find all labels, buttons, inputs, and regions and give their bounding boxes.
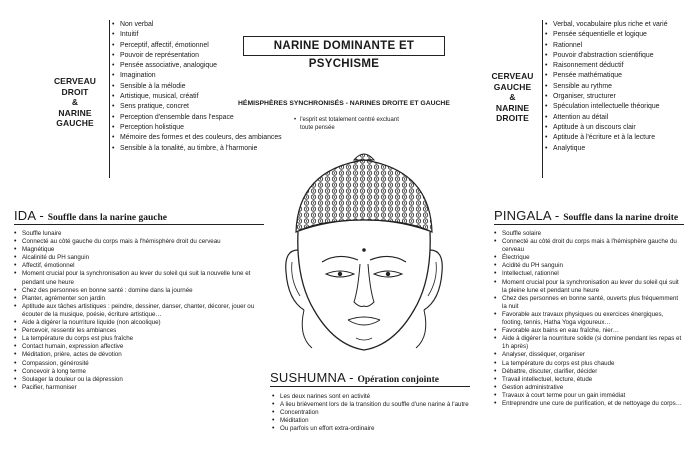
list-item: • Verbal, vocabulaire plus riche et varié	[545, 20, 668, 30]
ida-desc: Souffle dans la narine gauche	[47, 213, 168, 223]
list-item: • Compassion, générosité	[14, 360, 264, 368]
list-item: • Pensée associative, analogique	[112, 61, 282, 71]
left-brain-divider	[109, 20, 110, 178]
list-item: • Planter, agrémenter son jardin	[14, 295, 264, 303]
head-illustration	[268, 140, 460, 370]
list-item: • Acidité du PH sanguin	[494, 262, 684, 270]
list-item: • Aide à digérer la nourriture liquide (non alcoolique)	[14, 319, 264, 327]
sushumna-list	[272, 393, 472, 433]
list-item: • Imagination	[112, 71, 282, 81]
list-item: • Perception holistique	[112, 123, 282, 133]
page-title: NARINE DOMINANTE ET PSYCHISME	[243, 36, 445, 56]
right-label-line-5: DROITE	[496, 113, 529, 123]
list-item: • Connecté au côté droit du corps mais à l'hémisphère gauche du cerveau	[494, 238, 684, 254]
list-item: • Favorable aux travaux physiques ou exercices énergiques, footing, tennis, Hatha Yoga vigoureux…	[494, 311, 684, 327]
left-label-line-3: &	[71, 97, 79, 107]
list-item: • Contact humain, expression affective	[14, 343, 264, 351]
list-item: • Pensée séquentielle et logique	[545, 30, 668, 40]
pingala-desc: Souffle dans la narine droite	[563, 213, 679, 223]
right-label-line-1: CERVEAU	[491, 71, 534, 81]
list-item: • Électrique	[494, 254, 684, 262]
left-label-line-5: GAUCHE	[56, 118, 94, 128]
list-item: • Intuitif	[112, 30, 282, 40]
list-item: • Chez des personnes en bonne santé : domine dans la journée	[14, 287, 264, 295]
list-item: • A lieu brièvement lors de la transition du souffle d'une narine à l'autre	[272, 401, 472, 409]
list-item: • Gestion administrative	[494, 384, 684, 392]
list-item: • Connecté au côté gauche du corps mais à l'hémisphère droit du cerveau	[14, 238, 264, 246]
list-item: • Intellectuel, rationnel	[494, 270, 684, 278]
list-item: • Aptitude à l'écriture et à la lecture	[545, 133, 668, 143]
list-item: • Les deux narines sont en activité	[272, 393, 472, 401]
list-item: • Soulager la douleur ou la dépression	[14, 376, 264, 384]
list-item: • Analytique	[545, 144, 668, 154]
list-item: • Percevoir, ressentir les ambiances	[14, 327, 264, 335]
list-item: • Aide à digérer la nourriture solide (si domine pendant les repas et 1h après)	[494, 335, 684, 351]
list-item: • Méditation, prière, actes de dévotion	[14, 351, 264, 359]
left-brain-label	[40, 76, 110, 129]
ida-underline	[14, 224, 264, 225]
ida-list	[14, 230, 264, 392]
right-brain-divider	[542, 20, 543, 178]
pingala-name: PINGALA	[494, 208, 552, 223]
list-item: • Chez des personnes en bonne santé, ouverts plus fréquemment la nuit	[494, 295, 684, 311]
synchronized-subtitle: HÉMISPHÈRES SYNCHRONISÉS - NARINES DROITE ET GAUCHE	[238, 100, 450, 107]
sushumna-desc: Opération conjointe	[357, 375, 439, 385]
list-item: • Entreprendre une cure de purification, et de nettoyage du corps…	[494, 400, 684, 408]
list-item: • Attention au détail	[545, 113, 668, 123]
list-item: • Sensible à la mélodie	[112, 82, 282, 92]
pingala-list	[494, 230, 684, 408]
synchronized-note	[294, 116, 410, 132]
left-label-line-2: DROIT	[61, 86, 89, 97]
synchronized-note-text: l'esprit est totalement centré excluant toute pensée	[300, 117, 399, 131]
list-item: • Moment crucial pour la synchronisation au lever du soleil qui suit la pleine lune et pendant une heure	[494, 279, 684, 295]
list-item: • Débattre, discuter, clarifier, décider	[494, 368, 684, 376]
list-item: • Sensible à la tonalité, au timbre, à l'harmonie	[112, 144, 282, 154]
left-label-line-4: NARINE	[58, 107, 92, 118]
list-item: • Artistique, musical, créatif	[112, 92, 282, 102]
right-brain-list	[545, 20, 668, 154]
list-item: • Pacifier, harmoniser	[14, 384, 264, 392]
list-item: • Pensée mathématique	[545, 71, 668, 81]
sushumna-sep: -	[345, 370, 358, 385]
pingala-sep: -	[551, 208, 564, 223]
list-item: • Ou parfois un effort extra-ordinaire	[272, 425, 472, 433]
list-item: • Aptitude aux tâches artistiques : peindre, dessiner, danser, chanter, décorer, jouer ou écouter de la musique, poésie, écriture artistique…	[14, 303, 264, 319]
list-item: • Perceptif, affectif, émotionnel	[112, 41, 282, 51]
list-item: • Moment crucial pour la synchronisation au lever du soleil qui suit la nouvelle lune et pendant une heure	[14, 270, 264, 286]
note-bullet: •	[294, 117, 297, 123]
list-item: • Affectif, émotionnel	[14, 262, 264, 270]
list-item: • Souffle lunaire	[14, 230, 264, 238]
sushumna-name: SUSHUMNA	[270, 370, 346, 385]
list-item: • Sensible au rythme	[545, 82, 668, 92]
left-label-line-1: CERVEAU	[53, 76, 97, 86]
list-item: • Méditation	[272, 417, 472, 425]
list-item: • Raisonnement déductif	[545, 61, 668, 71]
ida-name: IDA	[14, 208, 36, 223]
right-label-line-2: GAUCHE	[493, 81, 532, 92]
list-item: • Favorable aux bains en eau fraîche, nier…	[494, 327, 684, 335]
list-item: • Mémoire des formes et des couleurs, des ambiances	[112, 133, 282, 143]
list-item: • Spéculation intellectuelle théorique	[545, 102, 668, 112]
list-item: • Organiser, structurer	[545, 92, 668, 102]
list-item: • Non verbal	[112, 20, 282, 30]
list-item: • Concevoir à long terme	[14, 368, 264, 376]
list-item: • Sens pratique, concret	[112, 102, 282, 112]
list-item: • Pouvoir de représentation	[112, 51, 282, 61]
list-item: • Souffle solaire	[494, 230, 684, 238]
list-item: • Magnétique	[14, 246, 264, 254]
list-item: • Analyser, disséquer, organiser	[494, 351, 684, 359]
list-item: • Travail intellectuel, lecture, étude	[494, 376, 684, 384]
right-label-line-4: NARINE	[495, 102, 530, 113]
list-item: • Concentration	[272, 409, 472, 417]
list-item: • Rationnel	[545, 41, 668, 51]
list-item: • Perception d'ensemble dans l'espace	[112, 113, 282, 123]
sushumna-underline	[270, 386, 470, 387]
list-item: • La température du corps est plus chaude	[494, 360, 684, 368]
ida-sep: -	[35, 208, 48, 223]
list-item: • Pouvoir d'abstraction scientifique	[545, 51, 668, 61]
list-item: • Travaux à court terme pour un gain immédiat	[494, 392, 684, 400]
right-brain-label	[480, 71, 545, 124]
list-item: • Alcalinité du PH sanguin	[14, 254, 264, 262]
pingala-underline	[494, 224, 684, 225]
list-item: • Aptitude à un discours clair	[545, 123, 668, 133]
list-item: • La température du corps est plus fraîche	[14, 335, 264, 343]
right-label-line-3: &	[509, 92, 516, 102]
